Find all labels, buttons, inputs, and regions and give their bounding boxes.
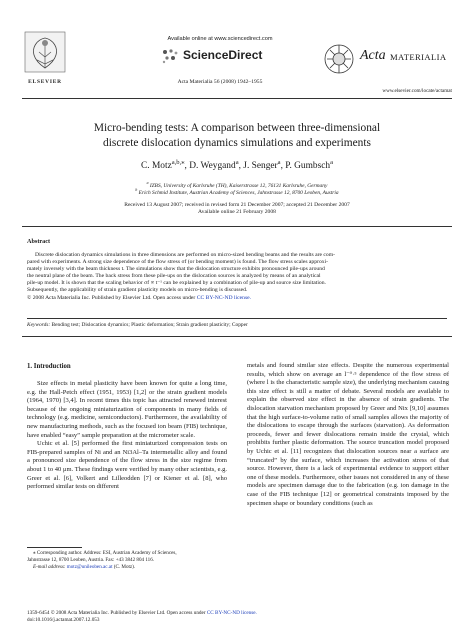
title-line-2: discrete dislocation dynamics simulations and experiments bbox=[103, 136, 371, 149]
abstract-top-rule bbox=[22, 226, 452, 227]
abstract-line: pared with experiments. A strong size dependence of the flow stress σf (or bending moment) is found. The flow stress scales approxi- bbox=[27, 259, 329, 266]
materialia-wordmark: MATERIALIA bbox=[390, 52, 447, 62]
author-list: C. Motz$^{a,b,⁎}$, D. Weygand$^a$, J. Senger$^a$, P. Gumbsch$^a$ bbox=[141, 158, 333, 171]
license-link[interactable]: CC BY-NC-ND license. bbox=[196, 294, 252, 301]
keywords-list: Bending test; Dislocation dynamics; Plastic deformation; Strain gradient plasticity; Copper bbox=[51, 322, 248, 328]
footnote-line: Jahnstrasse 12, 8700 Leoben, Austria. Fax: +43 3842 804 116. bbox=[27, 556, 155, 563]
title-line-1: Micro-bending tests: A comparison between three-dimensional bbox=[93, 122, 381, 134]
author-1[interactable]: C. Motz$^{a,b,⁎}$ bbox=[141, 158, 185, 171]
author-3[interactable]: J. Senger$^a$ bbox=[243, 158, 281, 171]
acta-materialia-logo bbox=[322, 40, 452, 78]
footnote-rule bbox=[27, 547, 82, 548]
corresponding-author-footnote bbox=[27, 550, 232, 570]
sciencedirect-wordmark: ScienceDirect bbox=[183, 48, 263, 62]
footnote-line: ⁎ Corresponding author. Address: ESI, Austrian Academy of Sciences, bbox=[33, 550, 177, 556]
elsevier-logo bbox=[22, 30, 68, 76]
affiliation-b: $^b$ Erich Schmid Institute, Austrian Academy of Sciences, Jahnstrasse 12, 8700 Leoben, Austria bbox=[135, 188, 339, 197]
author-2[interactable]: D. Weygand$^a$ bbox=[189, 158, 239, 171]
email-link[interactable]: motz@unileoben.ac.at bbox=[66, 563, 113, 570]
received-dates: Received 13 August 2007; received in revised form 21 December 2007; accepted 21 December 2007 bbox=[124, 202, 350, 208]
abstract-copyright: © 2008 Acta Materialia Inc. Published by Elsevier Ltd. Open access under CC BY-NC-ND license. bbox=[27, 294, 252, 301]
keywords-top-rule bbox=[27, 318, 447, 319]
abstract-line: pile-up model. It is shown that the scaling behavior σf ∝ t⁻¹ can be explained by a combination of pile-up and source size limitation. bbox=[27, 280, 326, 287]
intro-left-column bbox=[27, 380, 227, 540]
abstract-line: the neutral plane of the beam. The back stress from these pile-ups on the dislocation sources is analyzed by means of an analytical bbox=[27, 273, 321, 280]
email-label: E-mail address: bbox=[33, 563, 66, 570]
abstract-line: Discrete dislocation dynamics simulations in three dimensions are performed on micro-sized bending beams and the results are com- bbox=[35, 252, 335, 258]
footer-copyright: 1359-6454 © 2008 Acta Materialia Inc. Published by Elsevier Ltd. Open access under CC BY-NC-ND license. bbox=[27, 610, 257, 616]
intro-paragraph: Uchic et al. [5] performed the first miniaturized compression tests on FIB-prepared samples of Ni and an Ni3Al–Ta intermetallic alloy and found a pronounced size dependence of the flow stress in the size regime from about 1 to 40 μm. These findings were verified by many other scientists, e.g. Greer et al. [6], Volkert and Lilleodden [7] or Kiener et al. [8], who performed similar tests on different bbox=[27, 440, 227, 491]
affiliations bbox=[22, 183, 452, 197]
abstract-heading: Abstract bbox=[27, 238, 51, 245]
journal-url[interactable]: www.elsevier.com/locate/actamat bbox=[382, 88, 452, 94]
header-rule bbox=[22, 98, 452, 99]
page-footer bbox=[27, 610, 447, 624]
affiliation-a: $^a$ IZBS, University of Karlsruhe (TH), Kaiserstrasse 12, 76131 Karlsruhe, Germany bbox=[146, 181, 328, 189]
journal-reference: Acta Materialia 56 (2008) 1942–1955 bbox=[177, 79, 263, 85]
sciencedirect-logo-icon bbox=[160, 47, 180, 65]
footer-license-link[interactable]: CC BY-NC-ND license. bbox=[206, 610, 257, 616]
footnote-email-line: E-mail address: motz@unileoben.ac.at (C. Motz). bbox=[33, 563, 136, 570]
intro-paragraph: metals and found similar size effects. Despite the numerous experimental results, which show on average an l⁻⁰·⁵ dependence of the flow stress σf (where l is the characteristic sample size), the underlying mechanism causing this size effect is still a matter of debate. Several models are available to explain the observed size effect in the absence of strain gradients. The dislocation starvation mechanism proposed by Greer and Nix [9,10] assumes that the high surface-to-volume ratio of small samples allows the majority of the dislocations to escape through the surfaces (starvation). As deformation proceeds, fewer and fewer dislocations remain inside the crystal, which prohibits further plastic deformation. The source truncation model proposed by Uchic et al. [11] recognizes that dislocation sources near a surface are “truncated” by the surface, which increases the activation stress of that source. However, there is a lack of experimental evidence to support either one of these models. Furthermore, other issues not considered in any of these models are specimen damage due to the fabrication (e.g. ion damage in the case of the FIB technique [12] or geometrical constraints imposed by the specimen shape or boundary conditions (such as bbox=[247, 362, 449, 507]
elsevier-wordmark: ELSEVIER bbox=[28, 79, 62, 85]
acta-wordmark: Acta bbox=[360, 48, 386, 63]
available-online-date: Available online 21 February 2008 bbox=[198, 209, 276, 216]
available-online-text: Available online at www.sciencedirect.com bbox=[167, 36, 273, 42]
footnote-mark: ⁎ bbox=[33, 550, 36, 556]
abstract-bottom-rule bbox=[22, 336, 452, 337]
intro-right-column bbox=[247, 362, 449, 610]
acta-emblem-icon bbox=[322, 42, 356, 76]
section-heading-introduction: 1. Introduction bbox=[27, 363, 71, 370]
intro-paragraph: Size effects in metal plasticity have been known for quite a long time, e.g. the Hall-Petch effect (1951, 1953) [1,2] or the strain gradient models (1964, 1970) [3,4]. In recent times this topic has attracted renewed interest because of the ongoing miniaturization of components in many fields of technology (e.g. medicine, semiconductors). Furthermore, the availability of new manufacturing methods, such as the focused ion beam (FIB) technique, have enabled “easy” sample preparation at the micrometer scale. bbox=[27, 380, 227, 439]
article-dates bbox=[22, 202, 452, 217]
article-title bbox=[22, 121, 452, 150]
doi-link[interactable]: doi:10.1016/j.actamat.2007.12.053 bbox=[27, 616, 100, 623]
abstract-line: Subsequently, the applicability of strain gradient plasticity models on micro-bending is discussed. bbox=[27, 287, 248, 294]
keywords-label: Keywords: bbox=[27, 322, 51, 328]
keywords-line bbox=[27, 322, 447, 328]
author-4[interactable]: P. Gumbsch$^a$ bbox=[285, 158, 333, 171]
abstract-line: mately inversely with the beam thickness t. The simulations show that the dislocation structure exhibits pronounced pile-ups around bbox=[27, 266, 325, 273]
abstract-body bbox=[27, 252, 447, 302]
